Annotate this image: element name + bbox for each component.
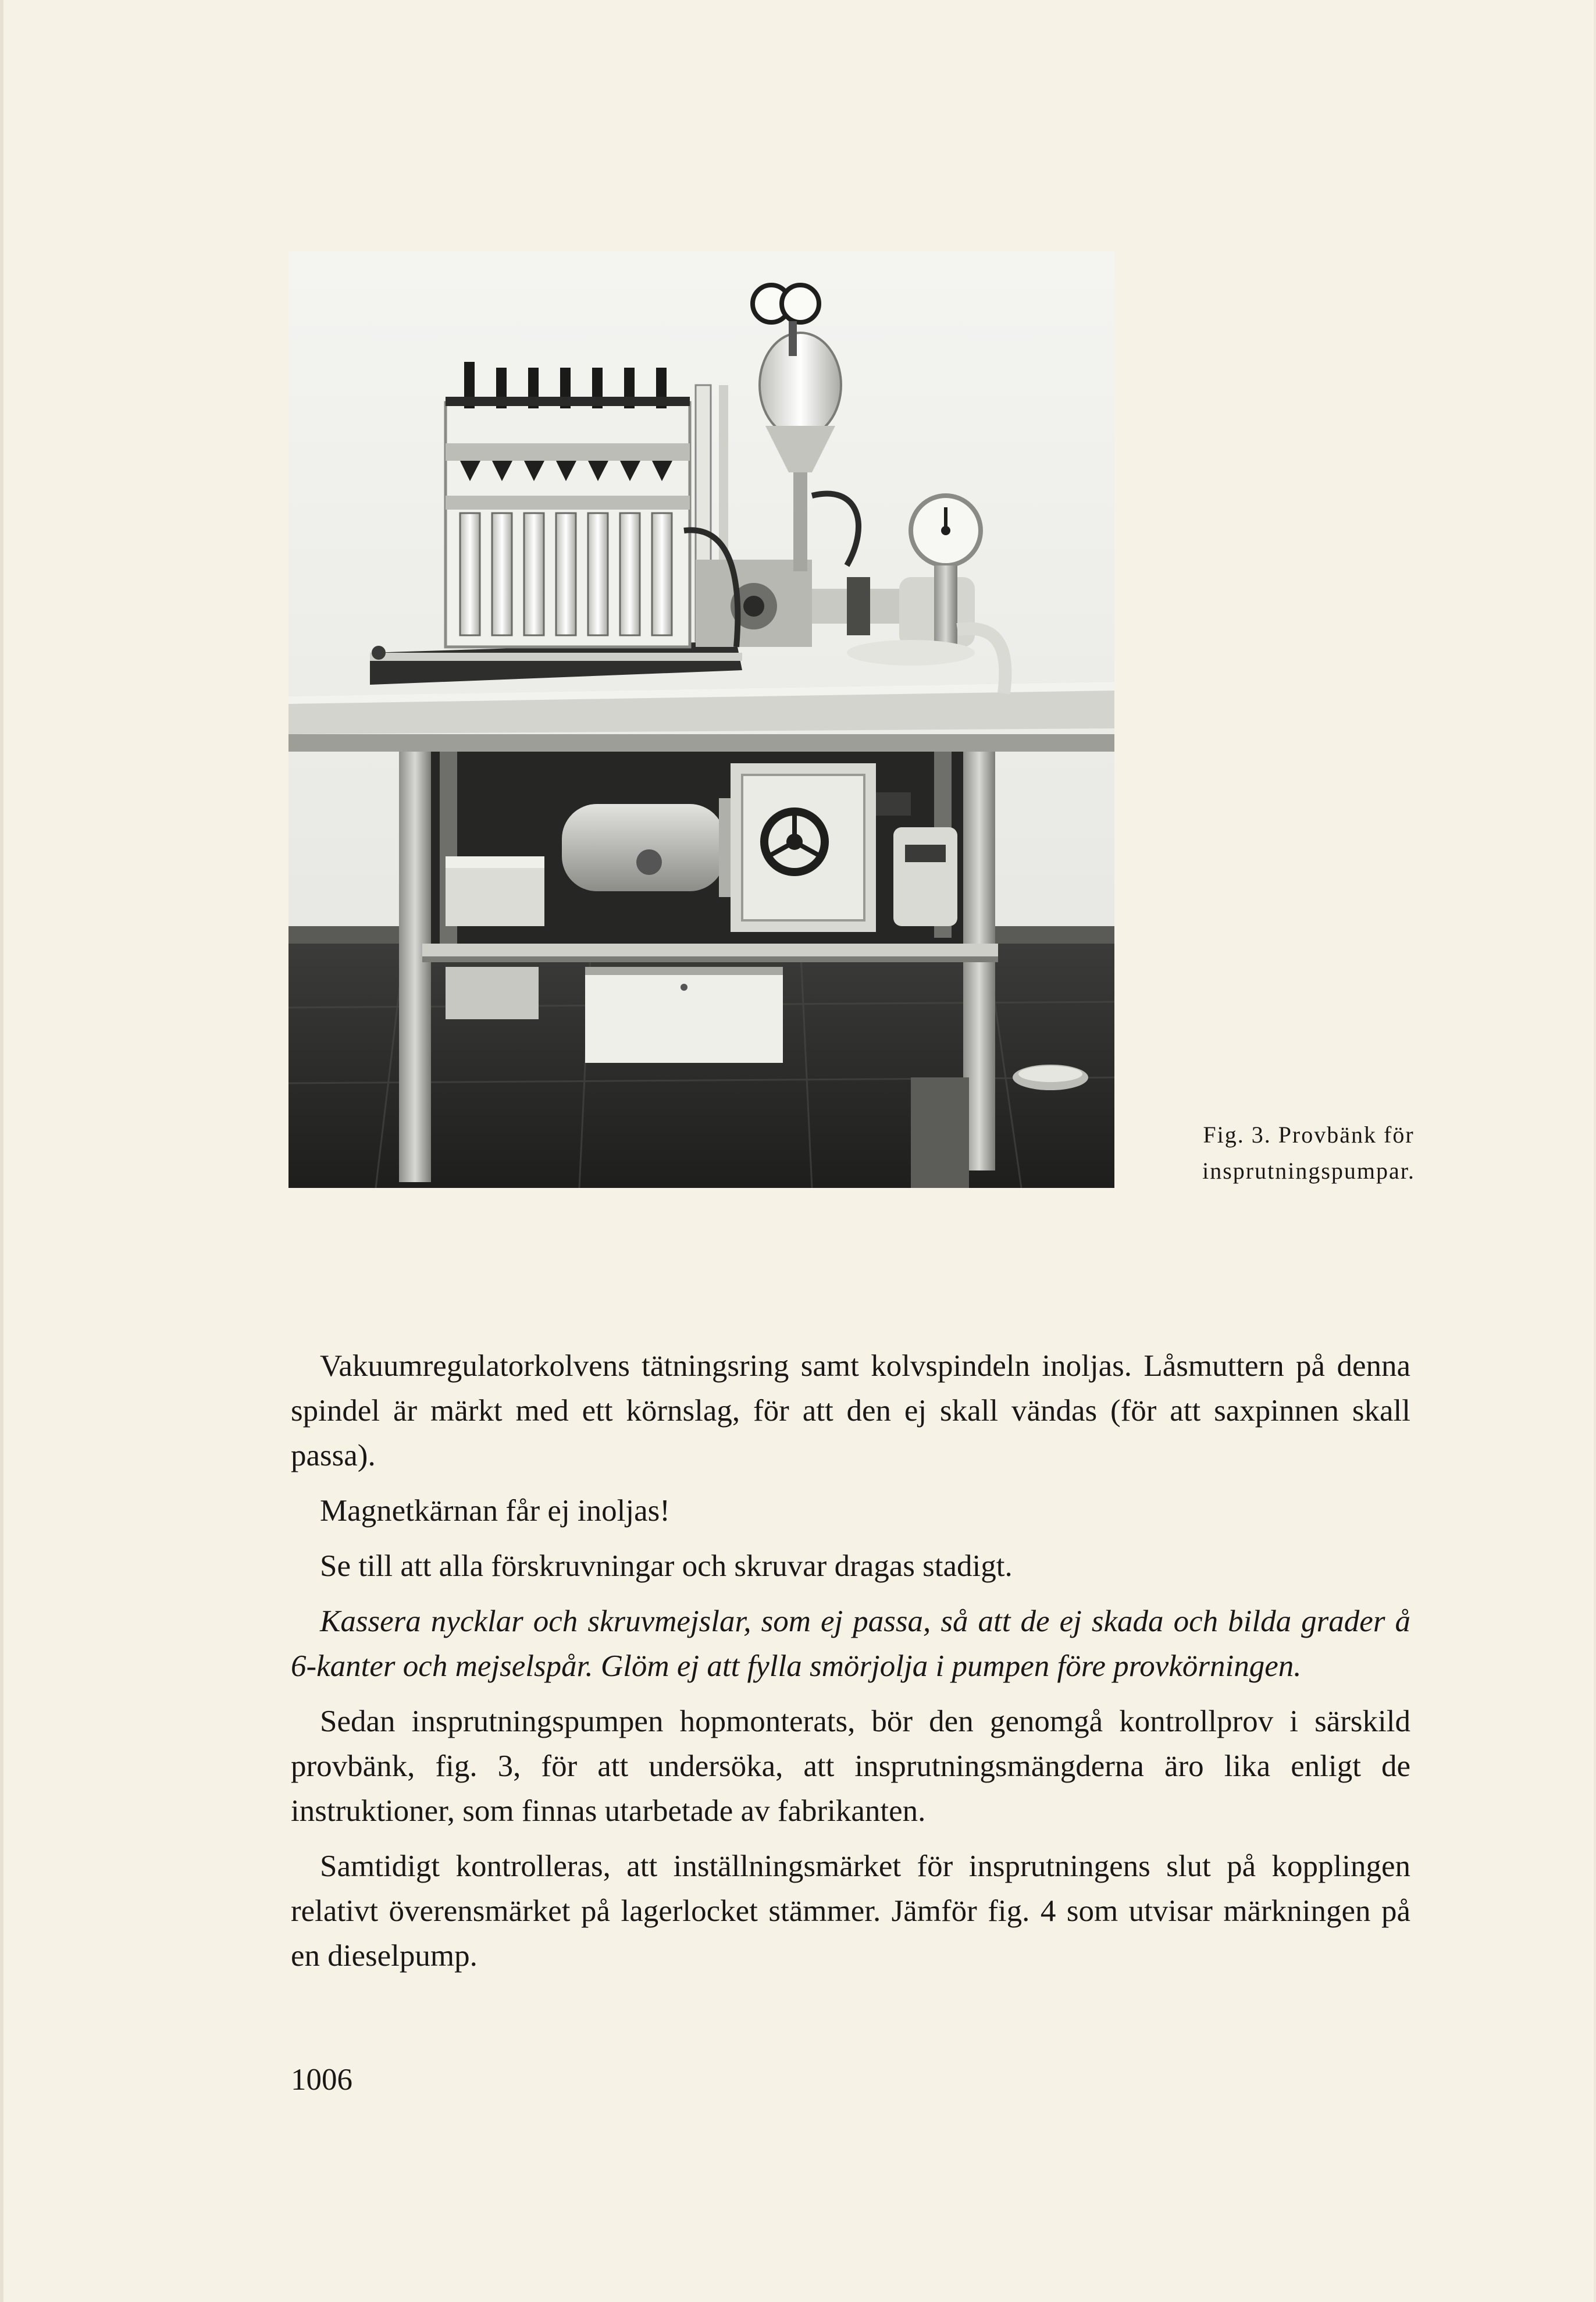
paragraph-tighten-screws: Se till att alla förskruvningar och skruvar dragas stadigt. <box>320 1549 1013 1583</box>
paragraph-magnet-core: Magnetkärnan får ej inoljas! <box>320 1494 670 1528</box>
caption-line-2: insprutningspumpar. <box>1202 1158 1415 1184</box>
test-bench-photo <box>288 251 1114 1188</box>
paragraph-setting-mark: Samtidigt kontrolleras, att inställningsmärket för insprutningens slut på kopplingen relativt överensmärket på lagerlocket stämmer. Jämför fig. 4 som utvisar märkningen på en dieselpump. <box>291 1849 1410 1973</box>
body-text <box>291 1344 1410 1989</box>
paragraph-control-test: Sedan insprutningspumpen hopmonterats, bör den genomgå kontrollprov i särskild provbänk, fig. 3, för att undersöka, att insprutningsmängderna äro lika enligt de instruktioner, som finnas utarbetade av fabrikanten. <box>291 1705 1410 1828</box>
caption-line-1: Fig. 3. Provbänk för <box>1203 1122 1415 1148</box>
page-number: 1006 <box>291 2063 352 2097</box>
paragraph-vacuum-regulator: Vakuumregulatorkolvens tätningsring samt kolvspindeln inoljas. Låsmuttern på denna spindel är märkt med ett körnslag, för att den ej skall vändas (för att saxpinnen skall passa). <box>291 1349 1410 1472</box>
figure-photo <box>288 251 1114 1188</box>
figure-caption <box>1128 1117 1489 1189</box>
paragraph-discard-tools: Kassera nycklar och skruvmejslar, som ej passa, så att de ej skada och bilda grader å 6-kanter och mejselspår. Glöm ej att fylla smörjolja i pumpen före provkörningen. <box>291 1604 1410 1683</box>
